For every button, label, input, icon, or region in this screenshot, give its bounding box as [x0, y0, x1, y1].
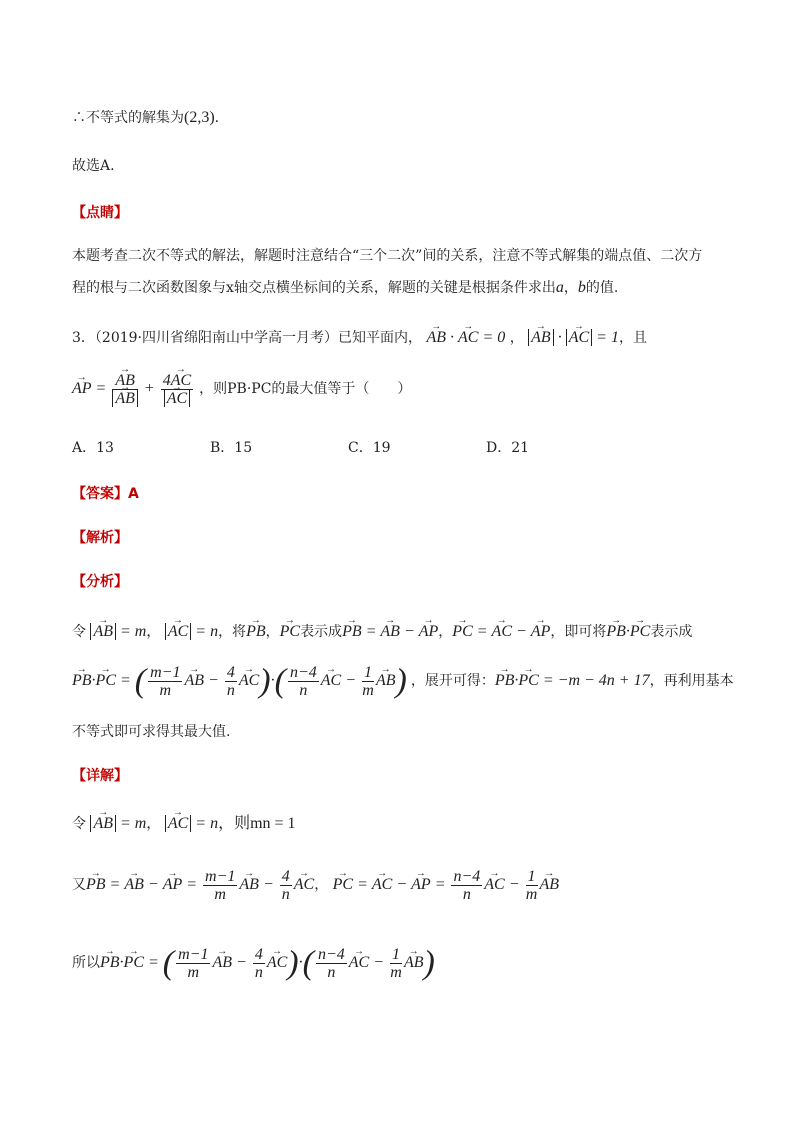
- express-text: 表示成: [300, 624, 343, 640]
- dianjing-heading: 【点睛】: [72, 205, 128, 221]
- question-source: 3．（2019·四川省绵阳南山中学高一月考）已知平面内，: [72, 330, 422, 346]
- analysis-line-2: [72, 664, 734, 699]
- analysis-line-1: 令 → AB = m， → AC = n，将→ PB，→ PC表示成→ PB = → AB − → AP，→ PC = → AC − → AP，即可将→ PB·→ PC表示成: [72, 622, 692, 642]
- question-3-ap-definition: [72, 372, 411, 407]
- expanded-result: → PB·→ PC = −m − 4n + 17: [495, 672, 650, 689]
- option-a: A．13: [72, 440, 114, 456]
- solution-interval: (2,3): [184, 109, 215, 126]
- mn-eq-1: ，则mn = 1: [218, 815, 296, 832]
- var-a: a: [555, 279, 564, 296]
- pc-eq: → PC = → AC − → AP: [452, 623, 550, 640]
- xiangjie-heading: 【详解】: [72, 768, 128, 784]
- analysis-end-text: ，再利用基本: [649, 673, 734, 690]
- pb-detail: → PB = → AB − → AP = $\frac{m-1}{m}$ → AB − $\frac{4}{n}$ → AC: [86, 876, 314, 893]
- var-b: b: [577, 279, 586, 296]
- ap-formula: → AP = → AB → AB + 4→ AC → AC: [72, 380, 199, 397]
- you-text: 又: [72, 877, 86, 894]
- let-text-2: 令: [72, 816, 86, 832]
- detail-line-1: 令 → AB = m， → AC = n，则mn = 1: [72, 814, 296, 834]
- conclusion-text: ∴不等式的解集为: [72, 110, 184, 126]
- options-row: [72, 438, 624, 458]
- pc-vec: → PC: [280, 623, 300, 640]
- product-detail: → PB·→ PC = ( $\frac{m-1}{m}$ → AB − $\frac{4}{n}$ → AC)·( $\frac{n-4}{n}$ → AC − $\frac{1}{m}$ → AB): [100, 954, 435, 971]
- conclusion-line: [72, 108, 219, 128]
- fenxi-heading: 【分析】: [72, 574, 128, 590]
- let-text: 令: [72, 624, 86, 640]
- condition-magnitude: → AB · → AC = 1: [528, 329, 619, 346]
- comma: ，: [563, 280, 578, 296]
- dianjing-paragraph-2: [72, 278, 618, 298]
- pb-dot-pc: → PB·→ PC: [606, 623, 650, 640]
- expand-text: ，展开可得：: [410, 673, 495, 690]
- option-b: B．15: [210, 440, 253, 456]
- expanded-value: = −m − 4n + 17: [542, 672, 650, 690]
- product-expression: → PB·→ PC = ( $\frac{m-1}{m}$ → AB − $\frac{4}{n}$ → AC)·( $\frac{n-4}{n}$ → AC − $\frac{1}{m}$ → AB): [72, 672, 411, 689]
- question-3-head: 3．（2019·四川省绵阳南山中学高一月考）已知平面内， → AB · → AC = 0 ， → AB · → AC = 1，且: [72, 328, 647, 348]
- question-ask: ，则PB·PC的最大值等于（ ）: [199, 381, 412, 398]
- dianjing-paragraph-1: 本题考查二次不等式的解法，解题时注意结合“三个二次”间的关系，注意不等式解集的端点值、二次方: [72, 248, 703, 264]
- pb-vec: → PB: [246, 623, 266, 640]
- detail-line-2: 又→ PB = → AB − → AP = $\frac{m-1}{m}$ → AB − $\frac{4}{n}$ → AC， → PC = → AC − → AP = $\frac{n-4}{n}$ → AC − $\frac{1}{m}$ → AB: [72, 868, 559, 903]
- dianjing-end: 的值.: [585, 280, 619, 296]
- pb-eq: → PB = → AB − → AP: [342, 623, 438, 640]
- period: .: [214, 110, 220, 126]
- pc-detail: → PC = → AC − → AP = $\frac{n-4}{n}$ → AC − $\frac{1}{m}$ → AB: [333, 876, 559, 893]
- condition-dot-product: → AB · → AC = 0: [426, 329, 505, 346]
- analysis-line-3: 不等式即可求得其最大值.: [72, 724, 231, 740]
- jiang-text: ，将: [218, 624, 247, 640]
- then-text: ，即可将: [550, 624, 607, 640]
- choose-a-line: 故选A.: [72, 158, 115, 174]
- option-c: C．19: [348, 440, 391, 456]
- and-text: ，且: [618, 330, 647, 346]
- dianjing-text: 程的根与二次函数图象与x轴交点横坐标间的关系，解题的关键是根据条件求出: [72, 280, 556, 296]
- option-d: D．21: [486, 440, 530, 456]
- ab-eq-m-2: → AB = m: [90, 815, 146, 832]
- ab-eq-m: → AB = m: [90, 623, 146, 640]
- detail-line-3: [72, 946, 435, 981]
- answer-heading: 【答案】A: [72, 486, 139, 502]
- suoyi-text: 所以: [72, 955, 100, 972]
- ac-eq-n-2: → AC = n: [165, 815, 218, 832]
- jiexi-heading: 【解析】: [72, 530, 128, 546]
- ac-eq-n: → AC = n: [165, 623, 218, 640]
